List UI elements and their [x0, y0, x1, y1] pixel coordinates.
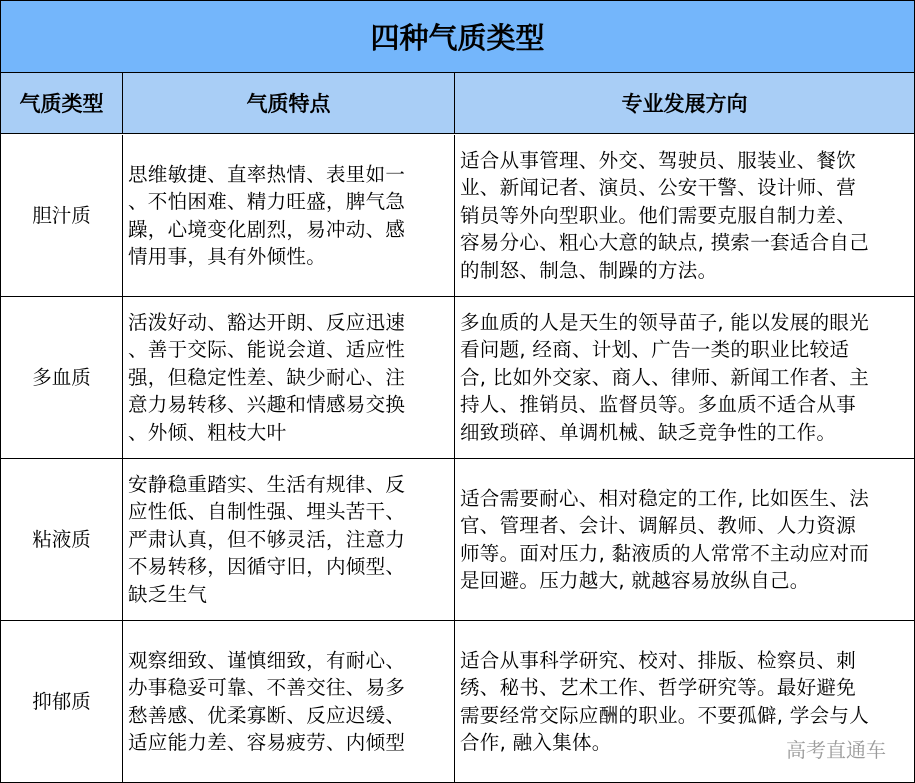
row-traits-cell: 安静稳重踏实、生活有规律、反 应性低、自制性强、埋头苦干、 严肃认真，但不够灵活，注意力 不易转移，因循守旧，内倾型、 缺乏生气: [123, 459, 455, 621]
row-traits-cell: 活泼好动、豁达开朗、反应迅速 、善于交际、能说会道、适应性 强，但稳定性差、缺少耐心、注 意力易转移、兴趣和情感易交换 、外倾、粗枝大叶: [123, 297, 455, 459]
row-traits-cell: 观察细致、谨慎细致，有耐心、 办事稳妥可靠、不善交往、易多 愁善感、优柔寡断、反应迟缓、 适应能力差、容易疲劳、内倾型: [123, 621, 455, 782]
row-type-cell: 粘液质: [1, 459, 123, 621]
header-traits: 气质特点: [123, 73, 455, 134]
row-career-cell: 适合需要耐心、相对稳定的工作, 比如医生、法 官、管理者、会计、调解员、教师、人力资源 师等。面对压力, 黏液质的人常常不主动应对而 是回避。压力越大, 就越容易放纵自己。: [455, 459, 914, 621]
header-type: 气质类型: [1, 73, 123, 134]
table-title: 四种气质类型: [1, 1, 914, 73]
row-traits-cell: 思维敏捷、直率热情、表里如一 、不怕困难、精力旺盛，脾气急 躁，心境变化剧烈，易冲动、感 情用事，具有外倾性。: [123, 135, 455, 297]
row-career-cell: 适合从事科学研究、校对、排版、检察员、刺 绣、秘书、艺术工作、哲学研究等。最好避免 需要经常交际应酬的职业。不要孤僻, 学会与人 合作, 融入集体。: [460, 648, 869, 754]
row-career-cell: 多血质的人是天生的领导苗子, 能以发展的眼光 看问题, 经商、计划、广告一类的职业比较适 合, 比如外交家、商人、律师、新闻工作者、主 持人、推销员、监督员等。多血质不适合从事 细致琐碎、单调机械、缺乏竞争性的工作。: [455, 297, 914, 459]
row-type-cell: 多血质: [1, 297, 123, 459]
header-career: 专业发展方向: [455, 73, 914, 134]
row-type-cell: 胆汁质: [1, 135, 123, 297]
row-type-cell: 抑郁质: [1, 621, 123, 782]
row-career-cell: 适合从事管理、外交、驾驶员、服装业、餐饮 业、新闻记者、演员、公安干警、设计师、营 销员等外向型职业。他们需要克服自制力差、 容易分心、粗心大意的缺点, 摸索一套适合自己 的制怒、制急、制躁的方法。: [455, 135, 914, 297]
watermark: 高考直通车: [786, 738, 886, 762]
